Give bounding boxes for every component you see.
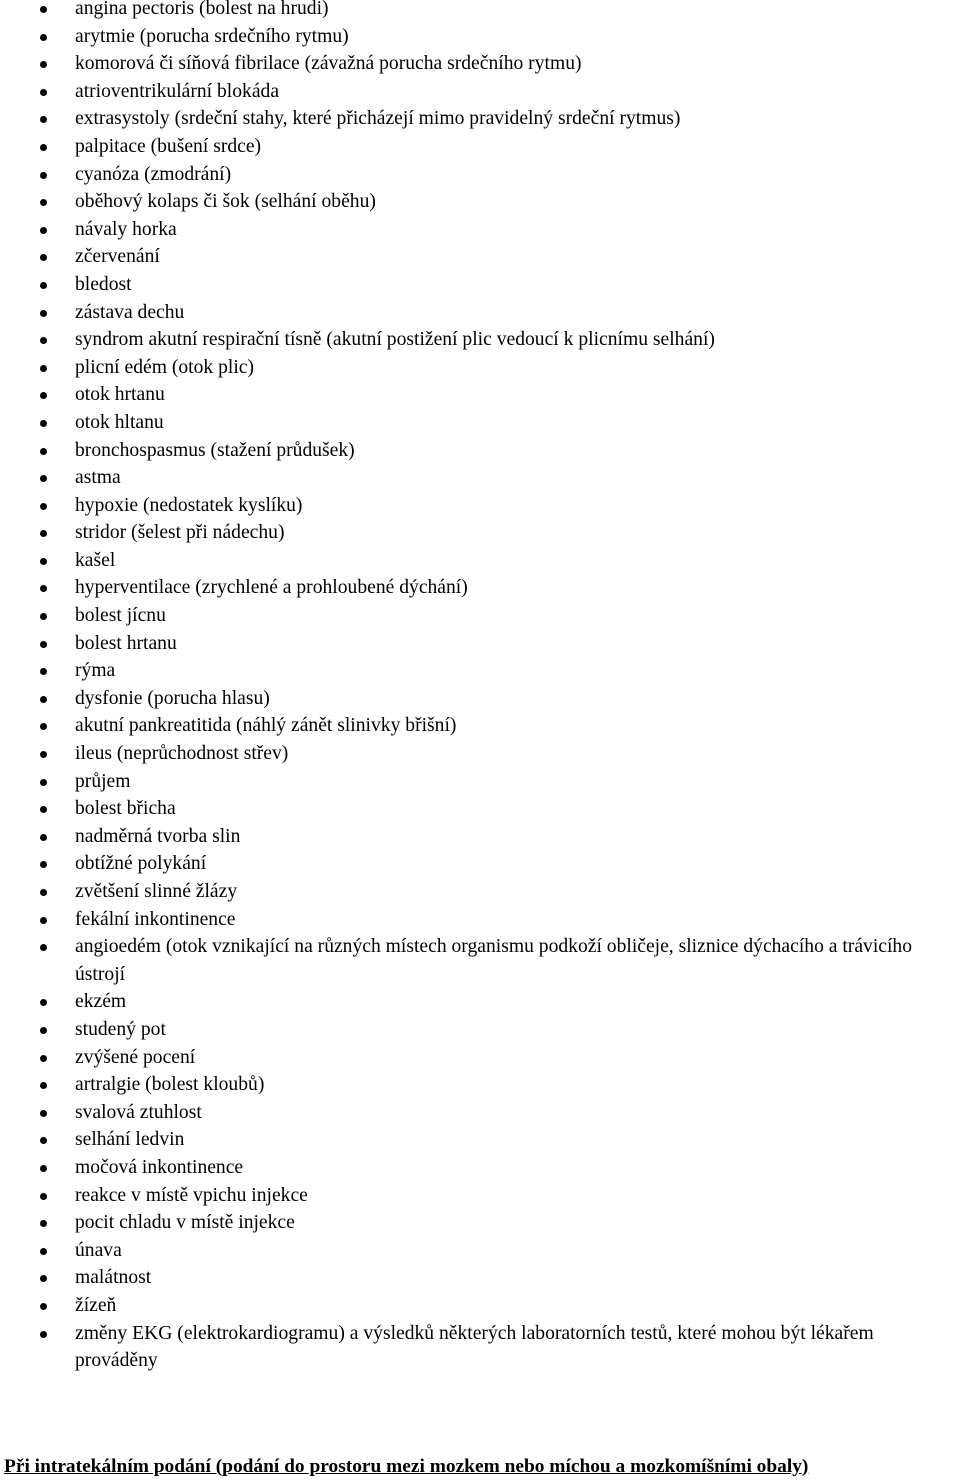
bullet-icon [40, 723, 47, 730]
list-item [0, 1126, 960, 1154]
list-item [0, 1071, 960, 1099]
list-item [0, 933, 960, 988]
bullet-icon [40, 530, 47, 537]
list-item-text: angina pectoris (bolest na hrudi) [75, 0, 329, 19]
bullet-icon [40, 6, 47, 13]
list-item [0, 878, 960, 906]
list-item [0, 1292, 960, 1320]
list-item [0, 1264, 960, 1292]
list-item-text: cyanóza (zmodrání) [75, 163, 232, 185]
bullet-icon [40, 1055, 47, 1062]
list-item [0, 1209, 960, 1237]
list-item [0, 50, 960, 78]
bullet-icon [40, 696, 47, 703]
list-item [0, 409, 960, 437]
list-item-text: palpitace (bušení srdce) [75, 135, 262, 157]
bullet-icon [40, 944, 47, 951]
list-item-text: ileus (neprůchodnost střev) [75, 743, 289, 765]
bullet-icon [40, 116, 47, 123]
bullet-icon [40, 254, 47, 261]
list-item-text: artralgie (bolest kloubů) [75, 1074, 265, 1096]
bullet-icon [40, 1027, 47, 1034]
list-item-text: průjem [75, 770, 131, 792]
bullet-icon [40, 613, 47, 620]
list-item [0, 188, 960, 216]
list-item-text: únava [75, 1239, 122, 1261]
list-item [0, 1320, 960, 1375]
list-item-text: extrasystoly (srdeční stahy, které přicházejí mimo pravidelný srdeční rytmus) [75, 108, 681, 130]
bullet-icon [40, 1137, 47, 1144]
list-item-text: bolest hrtanu [75, 632, 177, 654]
list-item-text: zvýšené pocení [75, 1046, 196, 1068]
list-item-text: nadměrná tvorba slin [75, 825, 241, 847]
bullet-icon [40, 448, 47, 455]
list-item [0, 464, 960, 492]
list-item-text: otok hrtanu [75, 384, 165, 406]
list-item-text: bronchospasmus (stažení průdušek) [75, 439, 355, 461]
list-item [0, 740, 960, 768]
bullet-icon [40, 282, 47, 289]
bullet-icon [40, 227, 47, 234]
list-item [0, 216, 960, 244]
list-item [0, 299, 960, 327]
list-item-text: oběhový kolaps či šok (selhání oběhu) [75, 191, 376, 213]
list-item-text: obtížné polykání [75, 853, 207, 875]
bullet-icon [40, 999, 47, 1006]
bullet-icon [40, 89, 47, 96]
list-item-text: svalová ztuhlost [75, 1101, 202, 1123]
list-item [0, 105, 960, 133]
bullet-icon [40, 834, 47, 841]
list-item-text: otok hltanu [75, 411, 164, 433]
list-item-text: močová inkontinence [75, 1156, 244, 1178]
bullet-icon [40, 917, 47, 924]
list-item-text: hypoxie (nedostatek kyslíku) [75, 494, 303, 516]
list-item [0, 0, 960, 23]
list-item [0, 795, 960, 823]
bullet-icon [40, 668, 47, 675]
list-item [0, 492, 960, 520]
bullet-icon [40, 806, 47, 813]
list-item-text: arytmie (porucha srdečního rytmu) [75, 25, 349, 47]
bullet-icon [40, 1165, 47, 1172]
list-item [0, 906, 960, 934]
list-item-text: akutní pankreatitida (náhlý zánět slinivky břišní) [75, 715, 457, 737]
list-item-text: rýma [75, 660, 116, 682]
list-item [0, 78, 960, 106]
list-item [0, 712, 960, 740]
list-item [0, 326, 960, 354]
bullet-icon [40, 420, 47, 427]
bullet-icon [40, 861, 47, 868]
list-item [0, 988, 960, 1016]
bullet-icon [40, 1110, 47, 1117]
list-item [0, 1182, 960, 1210]
list-item-text: dysfonie (porucha hlasu) [75, 687, 270, 709]
list-item-text: selhání ledvin [75, 1129, 185, 1151]
list-item-text: žízeň [75, 1294, 117, 1316]
section-heading: Při intratekálním podání (podání do prostoru mezi mozkem nebo míchou a mozkomíšními obaly) [4, 1456, 809, 1477]
list-item [0, 161, 960, 189]
list-item-text: zvětšení slinné žlázy [75, 881, 238, 902]
bullet-icon [40, 61, 47, 68]
list-item [0, 437, 960, 465]
bullet-icon [40, 585, 47, 592]
list-item-text: ekzém [75, 991, 127, 1013]
list-item [0, 685, 960, 713]
bullet-icon [40, 558, 47, 565]
list-item [0, 850, 960, 878]
list-item-text: plicní edém (otok plic) [75, 356, 255, 378]
list-item-text: atrioventrikulární blokáda [75, 80, 280, 102]
list-item [0, 630, 960, 658]
list-item [0, 1099, 960, 1127]
list-item [0, 657, 960, 685]
bullet-icon [40, 1331, 47, 1338]
bullet-icon [40, 475, 47, 482]
bullet-icon [40, 1193, 47, 1200]
list-item-text: změny EKG (elektrokardiogramu) a výsledků některých laboratorních testů, které mohou být lékařem prováděny [75, 1322, 874, 1372]
bullet-icon [40, 1275, 47, 1282]
list-item-text: malátnost [75, 1267, 152, 1289]
list-item [0, 1044, 960, 1072]
list-item [0, 1237, 960, 1265]
list-item [0, 1016, 960, 1044]
list-item-text: bolest břicha [75, 798, 176, 820]
bullet-icon [40, 889, 47, 896]
bullet-icon [40, 144, 47, 151]
list-item [0, 243, 960, 271]
bullet-icon [40, 199, 47, 206]
list-item-text: zčervenání [75, 246, 160, 268]
list-item-text: pocit chladu v místě injekce [75, 1212, 295, 1234]
list-item [0, 23, 960, 51]
list-item-text: návaly horka [75, 218, 177, 240]
list-item-text: syndrom akutní respirační tísně (akutní postižení plic vedoucí k plicnímu selhání) [75, 329, 715, 351]
list-item-text: stridor (šelest při nádechu) [75, 522, 285, 544]
list-item [0, 519, 960, 547]
list-item-text: angioedém (otok vznikající na různých místech organismu podkoží obličeje, sliznice dýchacího a trávicího ústrojí [75, 936, 913, 985]
list-item [0, 1154, 960, 1182]
bullet-icon [40, 392, 47, 399]
bullet-icon [40, 751, 47, 758]
bullet-icon [40, 641, 47, 648]
list-item-text: astma [75, 467, 121, 489]
list-item-text: kašel [75, 549, 116, 571]
bullet-icon [40, 172, 47, 179]
list-item [0, 547, 960, 575]
list-item-text: studený pot [75, 1018, 166, 1040]
list-item [0, 602, 960, 630]
list-item [0, 768, 960, 796]
list-item [0, 574, 960, 602]
bullet-icon [40, 337, 47, 344]
bullet-icon [40, 34, 47, 41]
list-item [0, 133, 960, 161]
bullet-icon [40, 1303, 47, 1310]
list-item [0, 381, 960, 409]
bullet-icon [40, 365, 47, 372]
bullet-icon [40, 310, 47, 317]
list-item-text: komorová či síňová fibrilace (závažná porucha srdečního rytmu) [75, 53, 582, 75]
bullet-icon [40, 1220, 47, 1227]
list-item-text: bolest jícnu [75, 605, 166, 627]
bullet-icon [40, 779, 47, 786]
list-item [0, 823, 960, 851]
list-item-text: fekální inkontinence [75, 908, 236, 930]
bullet-icon [40, 1082, 47, 1089]
bullet-icon [40, 1248, 47, 1255]
list-item [0, 354, 960, 382]
list-item-text: reakce v místě vpichu injekce [75, 1184, 308, 1206]
list-item-text: bledost [75, 273, 132, 295]
list-item-text: zástava dechu [75, 301, 185, 323]
list-item-text: hyperventilace (zrychlené a prohloubené dýchání) [75, 577, 468, 599]
list-item [0, 271, 960, 299]
bullet-icon [40, 503, 47, 510]
